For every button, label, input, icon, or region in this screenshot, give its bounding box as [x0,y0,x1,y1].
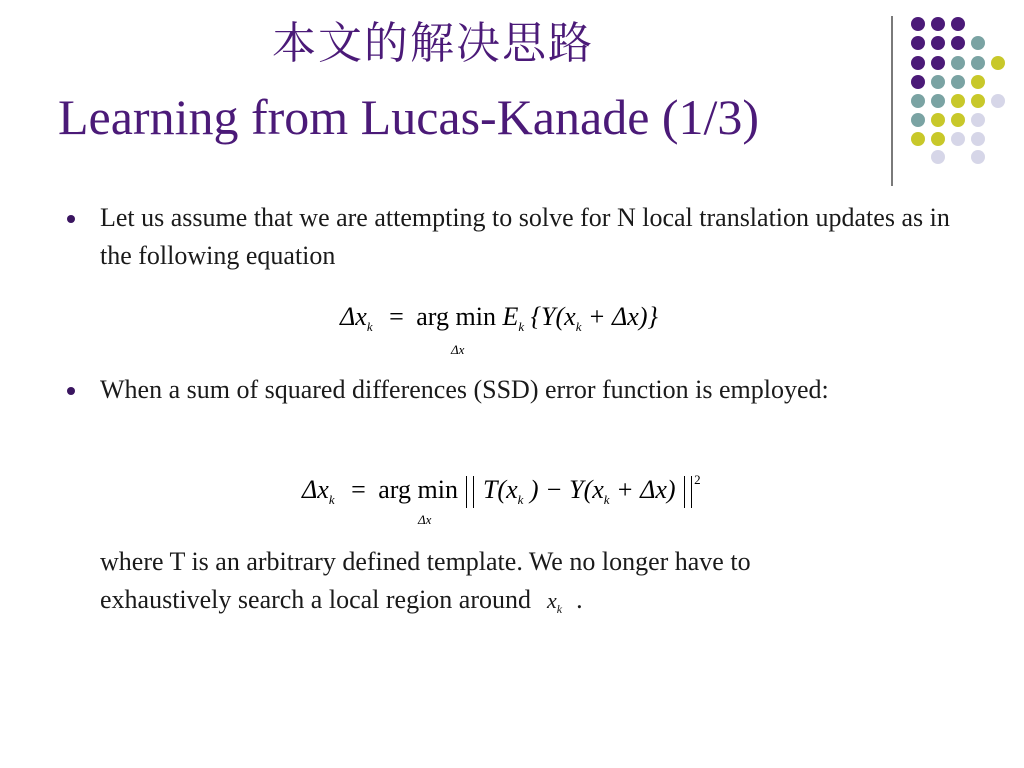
eq2-under: Δx [418,512,432,527]
dot [931,56,945,70]
slide-title-english: Learning from Lucas-Kanade (1/3) [58,89,760,145]
footer-variable [547,582,562,623]
eq2-power: 2 [694,472,701,487]
norm-bar-right [684,476,692,508]
eq2-t-open: T(x [482,475,518,504]
dot [951,75,965,89]
equation-argmin-expectation [340,302,658,332]
footer-var-sub: k [556,602,563,616]
dot [911,75,925,89]
eq2-equals: = [351,475,366,504]
bullet-marker [67,387,75,395]
dot [911,113,925,127]
eq2-t-sub: k [517,492,524,507]
dot [931,113,945,127]
dot [931,94,945,108]
dot [971,94,985,108]
eq2-argmin: arg min [378,475,458,504]
bullet-marker [67,215,75,223]
dot [951,36,965,50]
dot [931,132,945,146]
eq-lhs-sub: k [366,319,373,334]
dot [991,94,1005,108]
footer-var: x [547,588,557,613]
dot [951,132,965,146]
equation-argmin-ssd [302,472,701,508]
dot [931,150,945,164]
bullet-text: Let us assume that we are attempting to solve for N local translation updates as in the following equation [100,203,950,270]
footer-period: . [576,585,583,614]
dot [931,17,945,31]
slide-title-chinese: 本文的解决思路 [272,18,594,69]
dot [951,56,965,70]
eq-lhs: Δx [340,302,367,331]
dot [971,36,985,50]
norm-bar-left [466,476,474,508]
dot [911,56,925,70]
dot [931,75,945,89]
footer-line-2 [100,581,980,623]
dot [971,132,985,146]
eq-E-sub: k [518,319,525,334]
footer-line-1: where T is an arbitrary defined template. We no longer have to [100,547,751,576]
eq2-mid: ) − Y(x [529,475,604,504]
eq-argmin: arg min [416,302,496,331]
dot [971,56,985,70]
eq-body-open: {Y(x [530,302,576,331]
dot [951,113,965,127]
dot [911,132,925,146]
dot [971,113,985,127]
eq2-mid-sub: k [603,492,610,507]
eq2-close: + Δx) [616,475,676,504]
bullet-text: When a sum of squared differences (SSD) error function is employed: [100,375,829,404]
eq-under: Δx [451,342,465,357]
eq2-lhs: Δx [302,475,329,504]
dot [931,36,945,50]
title-divider [891,16,893,186]
eq-equals: = [389,302,404,331]
eq2-lhs-sub: k [328,492,335,507]
eq-body-sub: k [575,319,582,334]
dot [971,150,985,164]
dot [911,17,925,31]
dot [971,75,985,89]
eq-body-close: + Δx)} [587,302,658,331]
dot [951,17,965,31]
dot [991,56,1005,70]
footer-line-2-text: exhaustively search a local region around [100,585,531,614]
eq-E: E [502,302,519,331]
dot [911,36,925,50]
dot [911,94,925,108]
dot [951,94,965,108]
